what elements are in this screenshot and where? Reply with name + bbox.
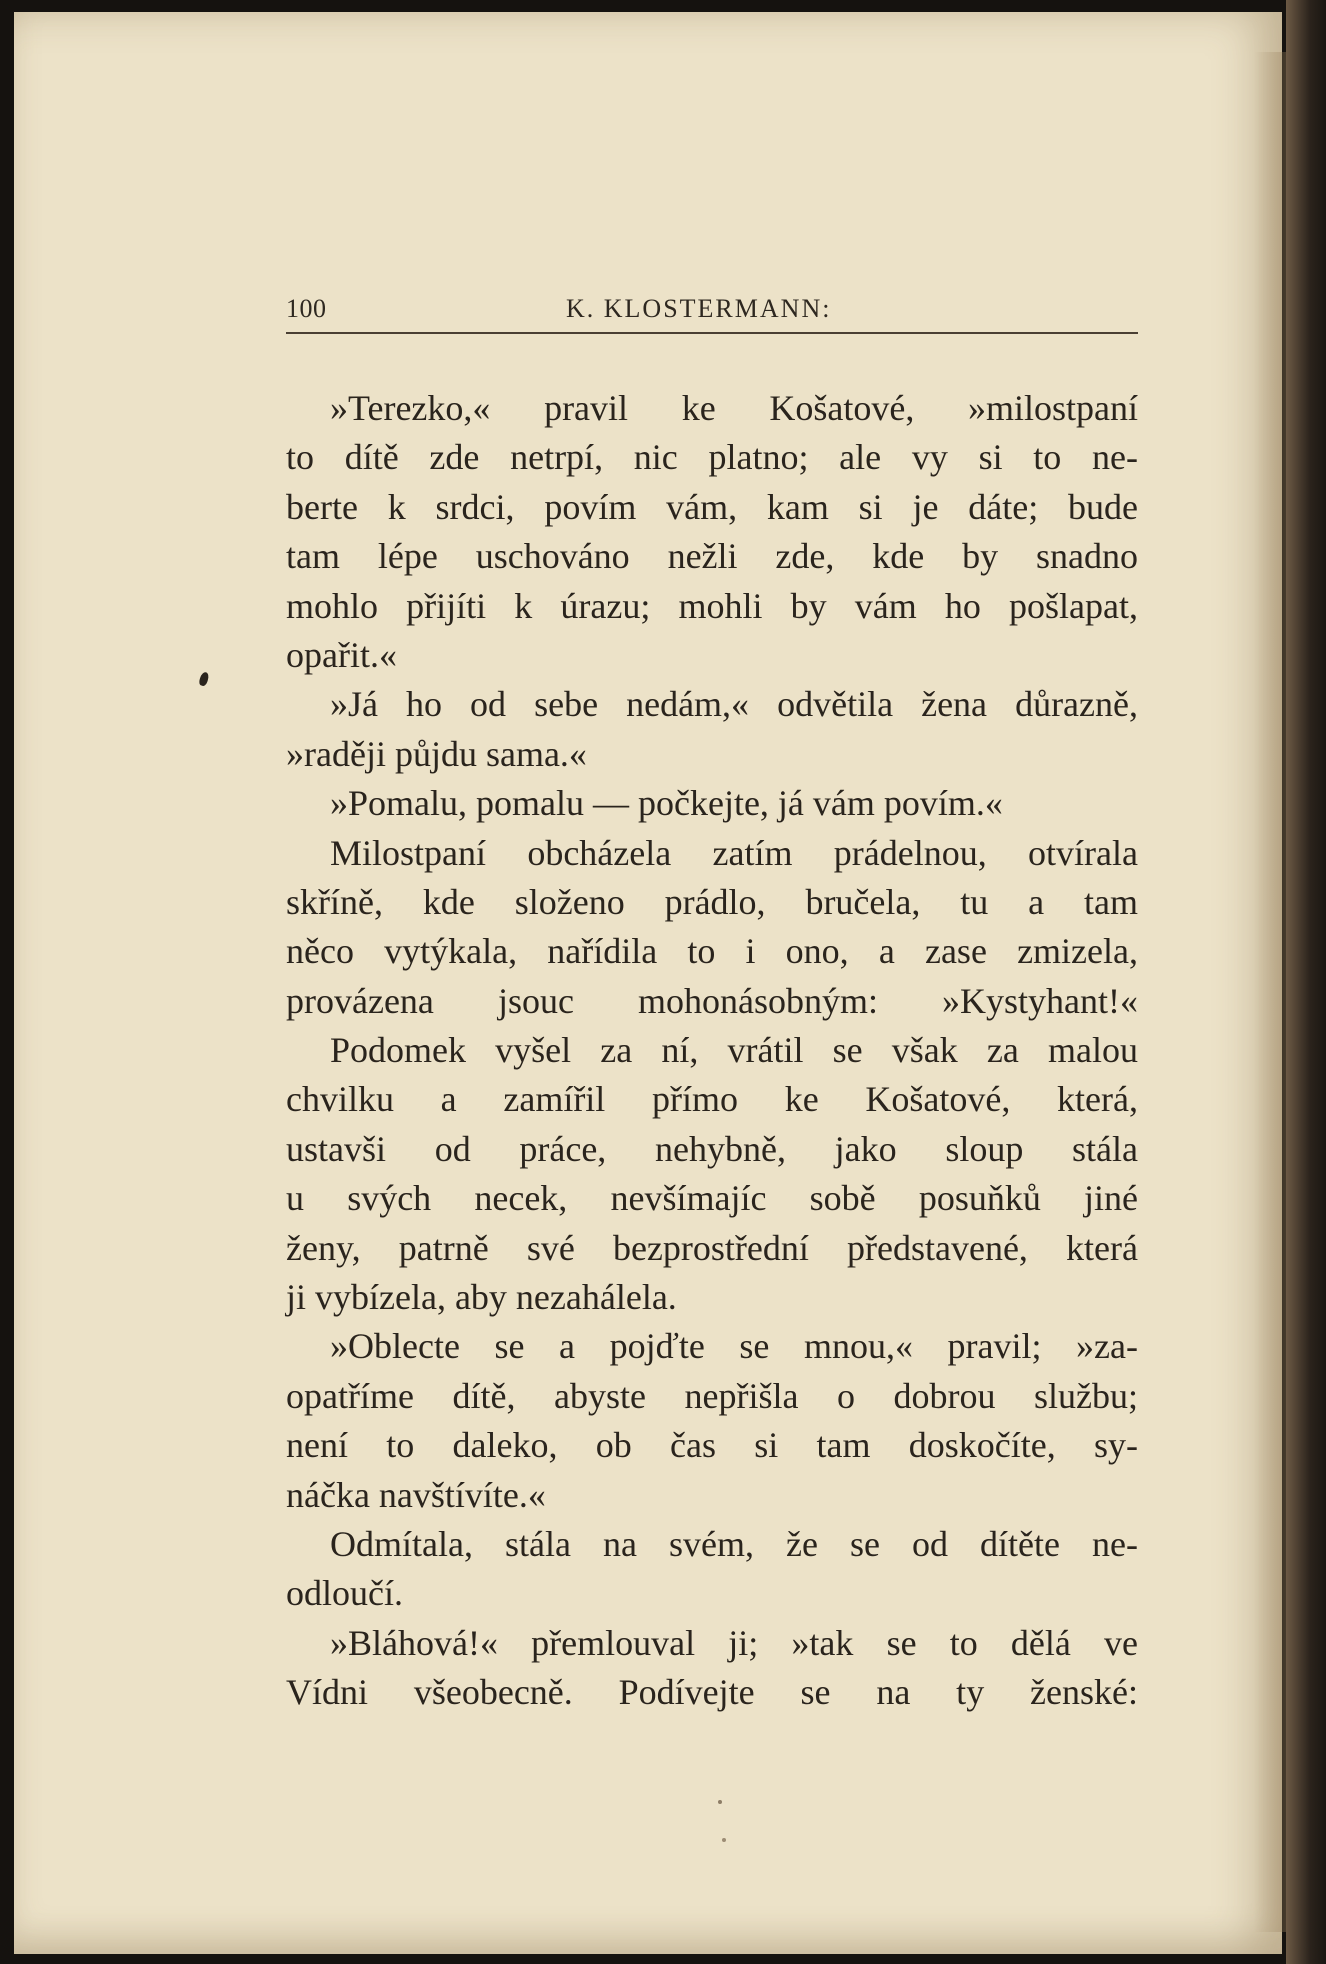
text-line: Podomek vyšel za ní, vrátil se však za malou (330, 1030, 1138, 1071)
text-line: tam lépe uschováno nežli zde, kde by snadno (286, 536, 1138, 577)
text-line: není to daleko, ob čas si tam doskočíte, sy- (286, 1425, 1138, 1466)
margin-ink-mark (198, 671, 210, 687)
text-line: ustavši od práce, nehybně, jako sloup stála (286, 1128, 1138, 1169)
page-number: 100 (286, 294, 327, 323)
body-text (286, 384, 1138, 1718)
text-line: provázena jsouc mohonásobným: »Kystyhant!« (286, 980, 1138, 1021)
page-header (286, 288, 1138, 334)
text-line: to dítě zde netrpí, nic platno; ale vy si to ne- (286, 437, 1138, 478)
text-line: »Oblecte se a pojďte se mnou,« pravil; »za- (330, 1326, 1138, 1367)
text-line: mohlo přijíti k úrazu; mohli by vám ho pošlapat, (286, 585, 1138, 626)
book-spine-edge (1286, 0, 1326, 1964)
text-line: ženy, patrně své bezprostřední představené, která (286, 1227, 1138, 1268)
text-line: odloučí. (286, 1573, 403, 1614)
text-line: u svých necek, nevšímajíc sobě posuňků jiné (286, 1178, 1138, 1219)
paper-specks (718, 1800, 722, 1804)
text-line: ji vybízela, aby nezahálela. (286, 1277, 677, 1318)
text-line: chvilku a zamířil přímo ke Košatové, která, (286, 1079, 1138, 1120)
text-line: Odmítala, stála na svém, že se od dítěte ne- (330, 1523, 1138, 1564)
text-line: »raději půjdu sama.« (286, 733, 587, 774)
text-line: »Já ho od sebe nedám,« odvětila žena důrazně, (330, 684, 1138, 725)
paper-page (14, 12, 1282, 1954)
text-line: náčka navštívíte.« (286, 1474, 546, 1515)
text-line: opařit.« (286, 634, 397, 675)
text-line: »Bláhová!« přemlouval ji; »tak se to dělá ve (330, 1622, 1138, 1663)
text-line: berte k srdci, povím vám, kam si je dáte; bude (286, 486, 1138, 527)
text-line: opatříme dítě, abyste nepřišla o dobrou službu; (286, 1375, 1138, 1416)
text-line: Milostpaní obcházela zatím prádelnou, otvírala (330, 832, 1138, 873)
text-line: »Pomalu, pomalu — počkejte, já vám povím.« (330, 783, 1003, 824)
running-head: K. KLOSTERMANN: (566, 294, 832, 323)
text-line: Vídni všeobecně. Podívejte se na ty ženské: (286, 1672, 1138, 1713)
text-line: »Terezko,« pravil ke Košatové, »milostpaní (330, 388, 1138, 428)
text-line: něco vytýkala, nařídila to i ono, a zase zmizela, (286, 931, 1138, 972)
text-line: skříně, kde složeno prádlo, bručela, tu a tam (286, 881, 1138, 922)
